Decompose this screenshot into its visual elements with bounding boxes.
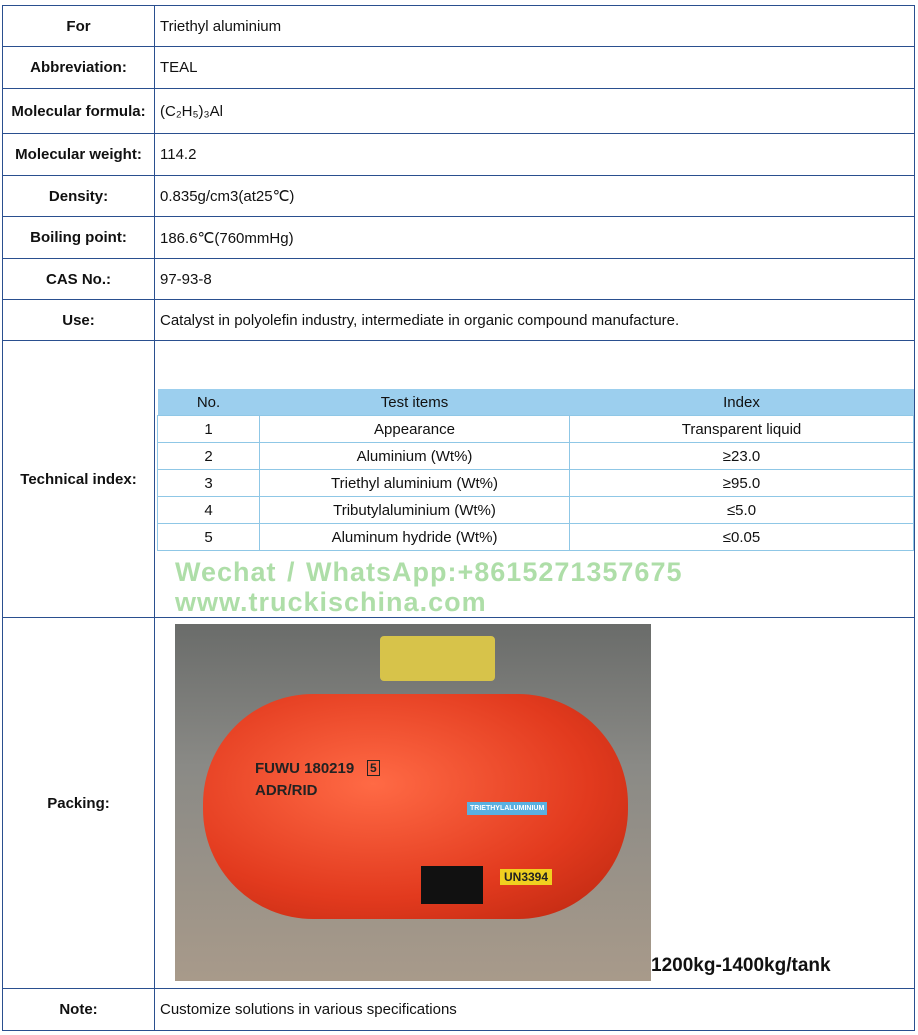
- row-label: Use:: [3, 300, 155, 341]
- note-value: Customize solutions in various specifications: [155, 989, 915, 1031]
- cell: Aluminum hydride (Wt%): [260, 524, 570, 551]
- tank-photo: [175, 624, 651, 981]
- cell: Tributylaluminium (Wt%): [260, 497, 570, 524]
- cell: 2: [158, 443, 260, 470]
- row-value: (C₂H₅)₃Al: [155, 89, 915, 134]
- cell: Triethyl aluminium (Wt%): [260, 470, 570, 497]
- cell: ≥23.0: [570, 443, 914, 470]
- watermark: Wechat / WhatsApp:+8615271357675 www.truckischina.com: [175, 557, 683, 617]
- table-row: [158, 470, 914, 497]
- col-no: No.: [158, 389, 260, 416]
- cell: ≤0.05: [570, 524, 914, 551]
- photo-un: UN3394: [500, 869, 552, 885]
- row-label: Boiling point:: [3, 217, 155, 259]
- col-index: Index: [570, 389, 914, 416]
- cell: Aluminium (Wt%): [260, 443, 570, 470]
- cell: ≥95.0: [570, 470, 914, 497]
- row-value: Triethyl aluminium: [155, 6, 915, 47]
- table-row: [158, 416, 914, 443]
- row-value: 97-93-8: [155, 259, 915, 300]
- cell: Transparent liquid: [570, 416, 914, 443]
- row-label: Density:: [3, 176, 155, 217]
- row-label: CAS No.:: [3, 259, 155, 300]
- row-value: 186.6℃(760mmHg): [155, 217, 915, 259]
- cell: 5: [158, 524, 260, 551]
- photo-adr: ADR/RID: [255, 781, 318, 799]
- col-test-items: Test items: [260, 389, 570, 416]
- row-label: Molecular weight:: [3, 134, 155, 176]
- technical-index-table: [157, 389, 914, 551]
- row-value: 114.2: [155, 134, 915, 176]
- row-label: Molecular formula:: [3, 89, 155, 134]
- cell: ≤5.0: [570, 497, 914, 524]
- technical-label: Technical index:: [3, 341, 155, 618]
- row-label: For: [3, 6, 155, 47]
- cell: 1: [158, 416, 260, 443]
- row-label: Abbreviation:: [3, 47, 155, 89]
- row-value: 0.835g/cm3(at25℃): [155, 176, 915, 217]
- table-row: [158, 497, 914, 524]
- photo-code: FUWU 180219: [255, 759, 355, 777]
- cell: 4: [158, 497, 260, 524]
- note-label: Note:: [3, 989, 155, 1031]
- row-value: TEAL: [155, 47, 915, 89]
- photo-label: TRIETHYLALUMINIUM: [467, 802, 547, 815]
- packing-caption: 1200kg-1400kg/tank: [651, 954, 831, 976]
- table-row: [158, 443, 914, 470]
- table-row: [158, 524, 914, 551]
- spec-table: [2, 5, 915, 1031]
- cell: Appearance: [260, 416, 570, 443]
- cell: 3: [158, 470, 260, 497]
- row-value: Catalyst in polyolefin industry, intermediate in organic compound manufacture.: [155, 300, 915, 341]
- packing-label: Packing:: [3, 618, 155, 989]
- photo-box: 5: [367, 760, 380, 776]
